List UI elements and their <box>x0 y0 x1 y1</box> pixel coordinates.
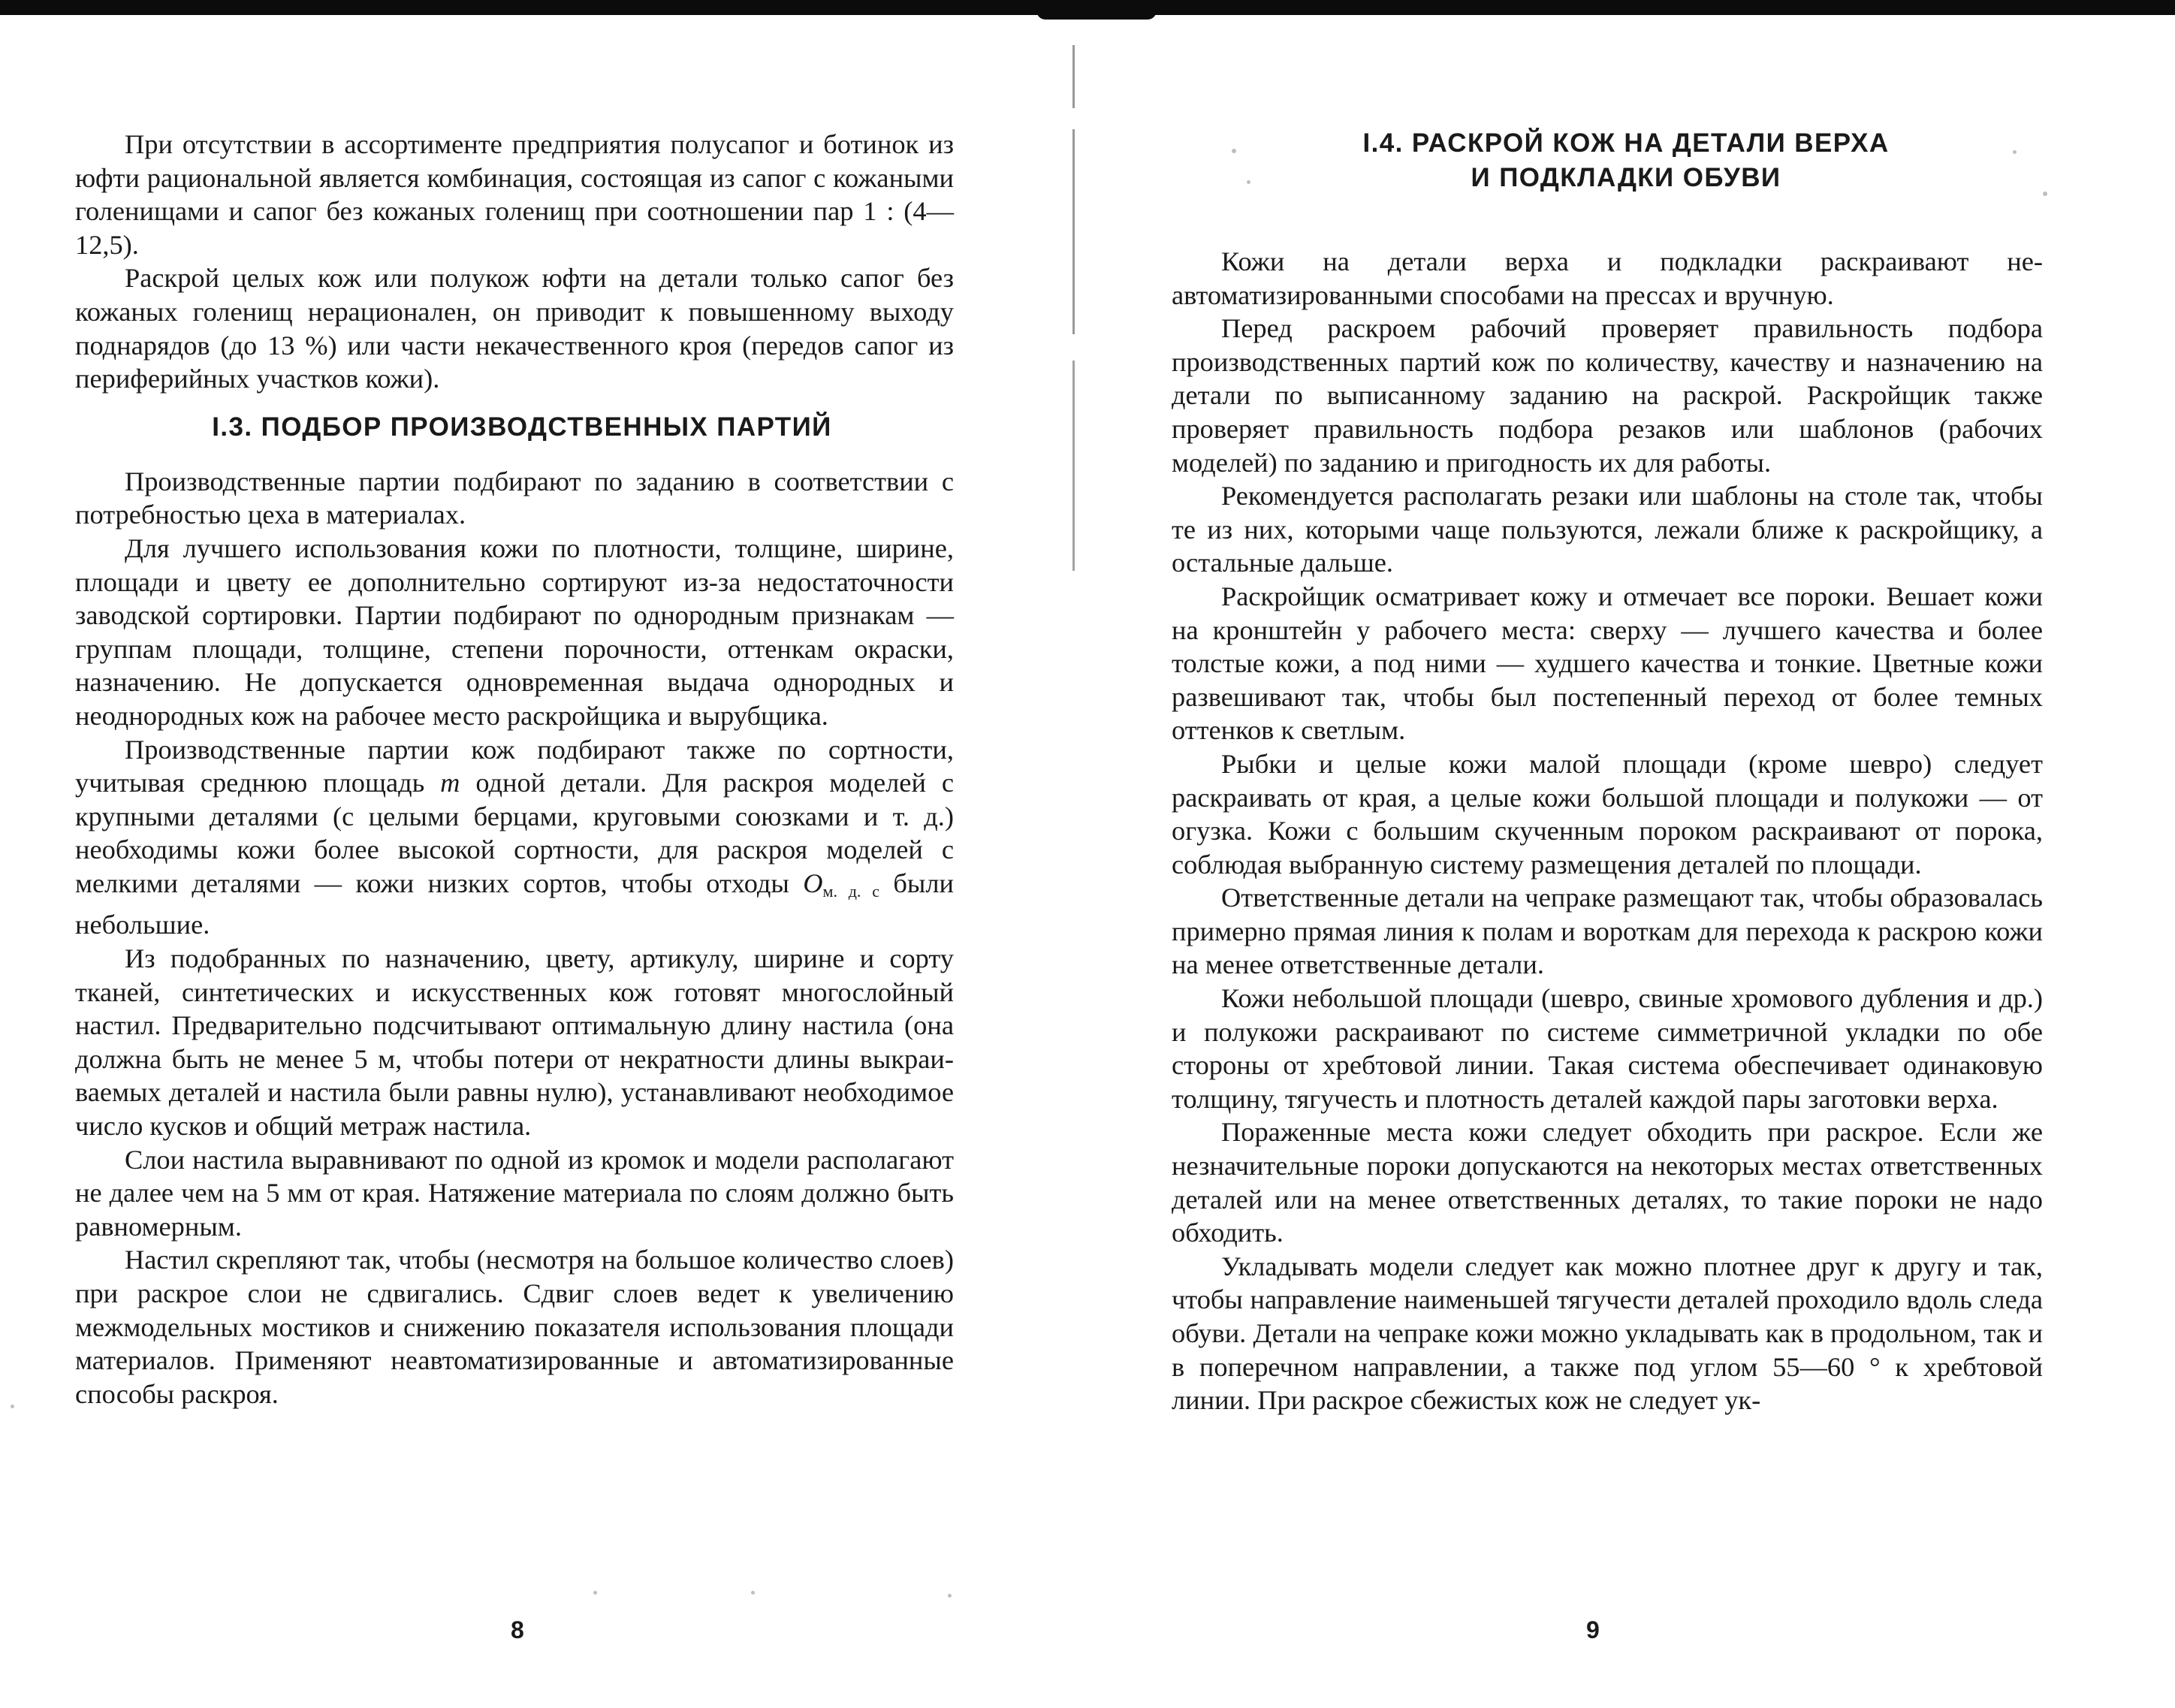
left-paragraph-8: Настил скрепляют так, чтобы (несмотря на большое количество слоев) при раскрое слои не сдвигались. Сдвиг слоев ведет к увеличению межмодельных мостиков и снижению показателя использования площади материалов. Применяют неавтоматизированные и автоматизированные способы раскроя. <box>75 1245 954 1409</box>
right-page <box>1172 0 2043 1708</box>
left-paragraph-2: Раскрой целых кож или полукож юфти на детали только сапог без кожаных голенищ нерационален, он приводит к повышенному выходу поднарядов (до 13 %) или части некачественного кроя (передов сапог из периферийных участков кожи). <box>75 263 954 394</box>
right-paragraph-9: Укладывать модели следует как можно плотнее друг к другу и так, чтобы направление наименьшей тягучести деталей проходило вдоль следа обуви. Детали на чепраке кожи можно укладывать как в продольном, так и в поперечном направлении, а также под углом 55—60 ° к хребтовой линии. При раскрое сбежистых кож не следует ук- <box>1172 1251 2043 1416</box>
section-heading-1-4 <box>1172 126 2043 195</box>
scan-speck <box>2013 150 2017 154</box>
page-number-left: 8 <box>511 1616 524 1643</box>
heading-line-2: И ПОДКЛАДКИ ОБУВИ <box>1471 163 1781 192</box>
right-page-content <box>1172 126 2043 1417</box>
scan-speck <box>593 1591 597 1595</box>
heading-line-1: І.4. РАСКРОЙ КОЖ НА ДЕТАЛИ ВЕРХА <box>1362 128 1890 158</box>
page-number-right: 9 <box>1586 1616 1600 1643</box>
left-page-content <box>75 128 954 1411</box>
scan-speck <box>2043 192 2047 196</box>
right-paragraph-3: Рекомендуется располагать резаки или шаблоны на столе так, чтобы те из них, которыми чаще пользуются, лежали ближе к раскройщику, а остальные дальше. <box>1172 481 2043 578</box>
right-paragraph-2: Перед раскроем рабочий проверяет правильность подбора производственных партий кож по количеству, качеству и назначению на детали по выписанному заданию на раскрой. Раскройщик также проверяет правильность подбора резаков или шаблонов (рабочих моделей) по заданию и пригодность их для работы. <box>1172 313 2043 478</box>
sortnost-text-3: были небольшие. <box>75 868 954 940</box>
left-paragraph-5 <box>75 733 954 943</box>
left-paragraph-1: При отсутствии в ассортименте предприятия полусапог и ботинок из юфти рациональной является комбинация, состоящая из сапог с кожаными голенищами и сапог без кожаных голенищ при соотношении пар 1 : (4—12,5). <box>75 129 954 260</box>
right-paragraph-8: Пораженные места кожи следует обходить при раскрое. Если же незначительные пороки допускаются на некоторых местах ответственных деталей или на менее ответственных деталях, то такие пороки не надо обходить. <box>1172 1117 2043 1248</box>
sortnost-text-2: одной детали. Для раскроя моделей с крупными деталями (с целыми берцами, круговыми союзками и т. д.) необходимы кожи более высокой сортности, для раскроя моделей с мелкими деталями — кожи низких сортов, чтобы отходы <box>75 768 954 898</box>
right-paragraph-4: Раскройщик осматривает кожу и отмечает все пороки. Вешает кожи на кронштейн у рабочего места: сверху — лучшего качества и более толстые кожи, а под ними — худшего качества и тонкие. Цветные кожи развешивают так, чтобы был постепенный переход от более темных оттенков к светлым. <box>1172 581 2043 746</box>
right-paragraph-1: Кожи на детали верха и подкладки раскраивают неавтоматизированными способами на прессах и вручную. <box>1172 246 2043 310</box>
left-paragraph-3: Производственные партии подбирают по заданию в соответствии с потребностью цеха в материалах. <box>75 466 954 530</box>
right-paragraph-7: Кожи небольшой площади (шевро, свиные хромового дубления и др.) и полукожи раскраивают по системе симметричной укладки по обе стороны от хребтовой линии. Такая система обеспечивает одинаковую толщину, тягучесть и плотность деталей каждой пары заготовки верха. <box>1172 983 2043 1114</box>
book-spine-notch <box>1036 11 1157 20</box>
scan-speck <box>751 1591 755 1595</box>
area-symbol: m <box>440 768 460 798</box>
book-spine-gutter <box>1072 45 1075 571</box>
scan-speck <box>1232 149 1236 153</box>
right-paragraph-5: Рыбки и целые кожи малой площади (кроме шевро) следует раскраивать от края, а целые кожи большой площади и полукожи — от огузка. Кожи с большим скученным пороком раскраивают от порока, соблюдая выбранную систему размещения деталей по площади. <box>1172 748 2043 880</box>
section-heading-1-3: І.3. ПОДБОР ПРОИЗВОДСТВЕННЫХ ПАРТИЙ <box>212 412 832 442</box>
scan-speck <box>1247 180 1250 184</box>
waste-symbol: О <box>803 868 823 898</box>
right-paragraph-6: Ответственные детали на чепраке размещают так, чтобы образовалась примерно прямая линия к полам и вороткам для перехода к раскрою кожи на менее ответственные детали. <box>1172 883 2043 980</box>
scan-speck <box>948 1594 952 1598</box>
waste-subscript: м. д. с <box>822 881 879 901</box>
scan-speck <box>11 1405 14 1408</box>
sortnost-text-1: Производственные партии кож подбирают также по сортности, учитывая среднюю площадь <box>75 734 954 798</box>
left-page <box>75 0 954 1708</box>
left-paragraph-7: Слои настила выравнивают по одной из кромок и модели располагают не далее чем на 5 мм от края. Натяжение материала по слоям должно быть равномерным. <box>75 1144 954 1242</box>
left-paragraph-4: Для лучшего использования кожи по плотности, толщине, ширине, площади и цвету ее дополнительно сортируют из-за недостаточности заводской сортировки. Партии подбирают по однородным признакам — группам площади, толщине, степени порочности, оттенкам окраски, назначению. Не допускается одновременная выдача однородных и неоднородных кож на рабочее место раскройщика и вырубщика. <box>75 533 954 731</box>
left-paragraph-6: Из подобранных по назначению, цвету, артикулу, ширине и сорту тканей, синтетических и искусственных кож готовят многослойный настил. Предварительно подсчитывают оптимальную длину настила (она должна быть не менее 5 м, чтобы потери от некратности длины выкраиваемых деталей и настила были равны нулю), устанавливают необходимое число кусков и общий метраж настила. <box>75 943 954 1142</box>
